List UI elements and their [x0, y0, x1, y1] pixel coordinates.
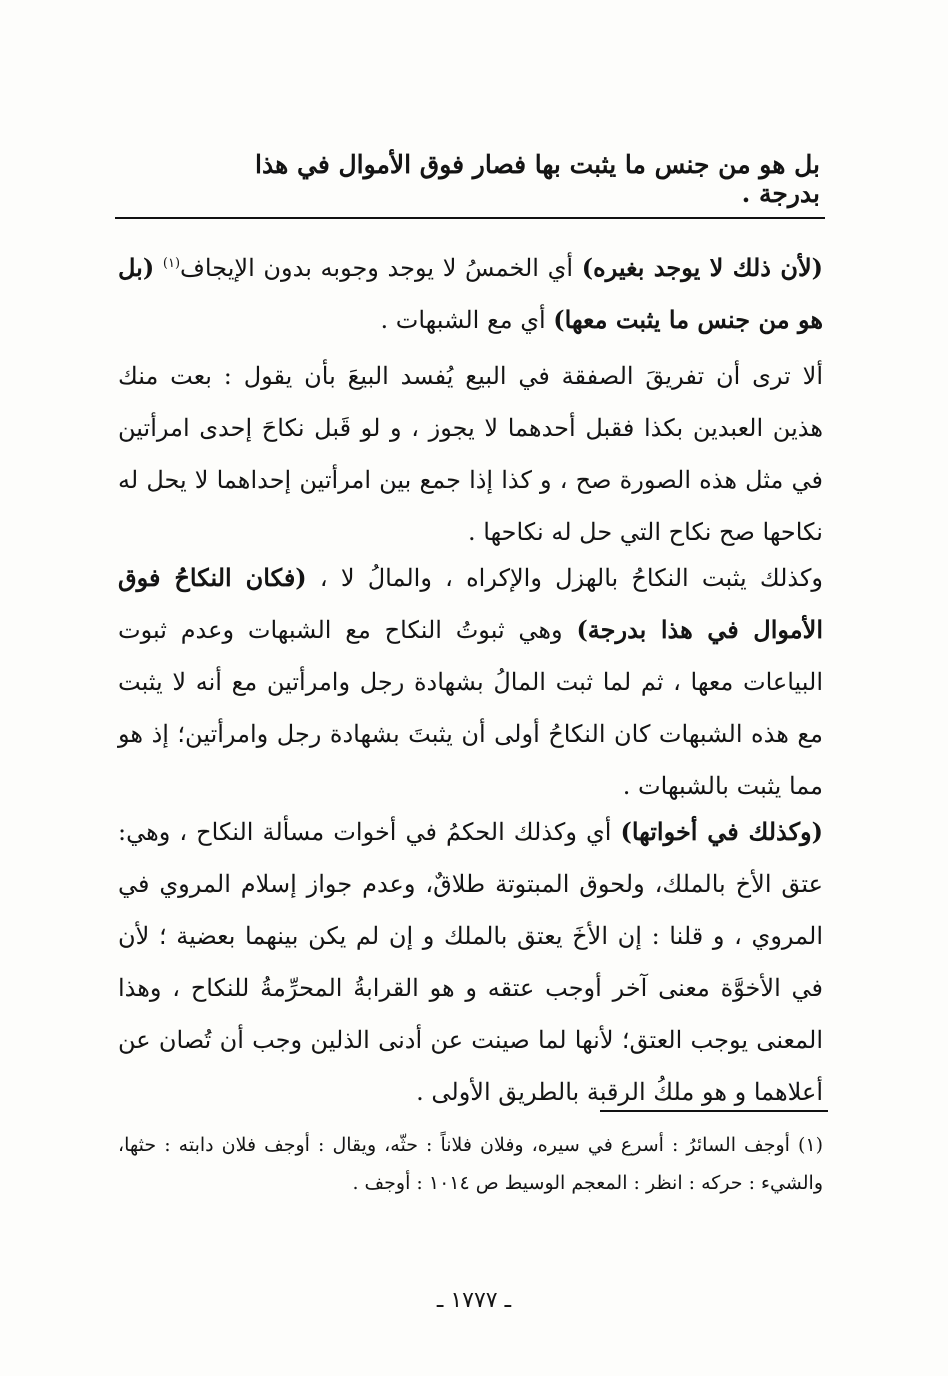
commentary-text: ألا ترى أن تفريقَ الصفقة في البيع يُفسد البيعَ بأن يقول : بعت منك هذين العبدين بكذا فقبل أحدهما لا يجوز ، و لو قَبل نكاحَ إحدى امرأتين في مثل هذه الصورة صح ، و كذا إذا جمع بين امرأتين إحداهما لا يحل له نكاحها صح نكاح التي حل له نكاحها . [118, 362, 824, 546]
commentary-text: أي وكذلك الحكمُ في أخوات مسألة النكاح ، وهي: عتق الأخ بالملك، ولحوق المبتوتة طلاقٌ، وعدم جواز إسلام المروي في المروي ، و قلنا : إن الأخَ يعتق بالملك و إن لم يكن بينهما بعضية ؛ لأن في الأخوَّة معنى آخر أوجب عتقه و هو القرابةُ المحرِّمةُ للنكاح ، وهذا المعنى يوجب العتق؛ لأنها لما صينت عن أدنى الذلين وجب أن تُصان عن أعلاهما و هو ملكُ الرقبة بالطريق الأولى . [118, 818, 823, 1106]
commentary-text: وهي ثبوتُ النكاح مع الشبهات وعدم ثبوت البياعات معها ، ثم لما ثبت المالُ بشهادة رجل وامرأتين مع أنه لا يثبت مع هذه الشبهات كان النكاحُ أولى أن يثبتَ بشهادة رجل وامرأتين؛ إذ هو مما يثبت بالشبهات . [118, 616, 823, 800]
footnote-marker: (١) [162, 256, 181, 271]
paragraph [118, 350, 823, 558]
commentary-text: وكذلك يثبت النكاحُ بالهزل والإكراه ، والمالُ لا ، [306, 564, 823, 592]
header-line: بل هو من جنس ما يثبت بها فصار فوق الأموال في هذا بدرجة . [255, 150, 820, 208]
footnote: (١) أوجف السائرُ : أسرع في سيره، وفلان فلاناً : حثّه، ويقال : أوجف فلان دابته : حثها، والشيء : حركه : انظر : المعجم الوسيط ص ١٠١٤ : أوجف . [118, 1134, 823, 1194]
paragraph [118, 552, 823, 812]
matn-quote: (لأن ذلك لا يوجد بغيره) [581, 253, 823, 282]
matn-quote: (وكذلك في أخواتها) [620, 817, 823, 846]
commentary-text: أي مع الشبهات . [380, 306, 554, 334]
page-number: ـ ١٧٧٧ ـ [436, 1288, 512, 1313]
matn-quote: (بل هو من جنس ما يثبت معها) [118, 253, 823, 334]
paragraph [118, 806, 823, 1118]
commentary-text [154, 254, 163, 282]
top-divider [115, 217, 825, 219]
matn-quote: (فكان النكاحُ فوق الأموال في هذا بدرجة) [118, 563, 824, 644]
paragraph [118, 238, 823, 346]
footnote-divider [600, 1110, 828, 1112]
commentary-text: أي الخمسُ لا يوجد وجوبه بدون الإيجاف [180, 254, 582, 282]
